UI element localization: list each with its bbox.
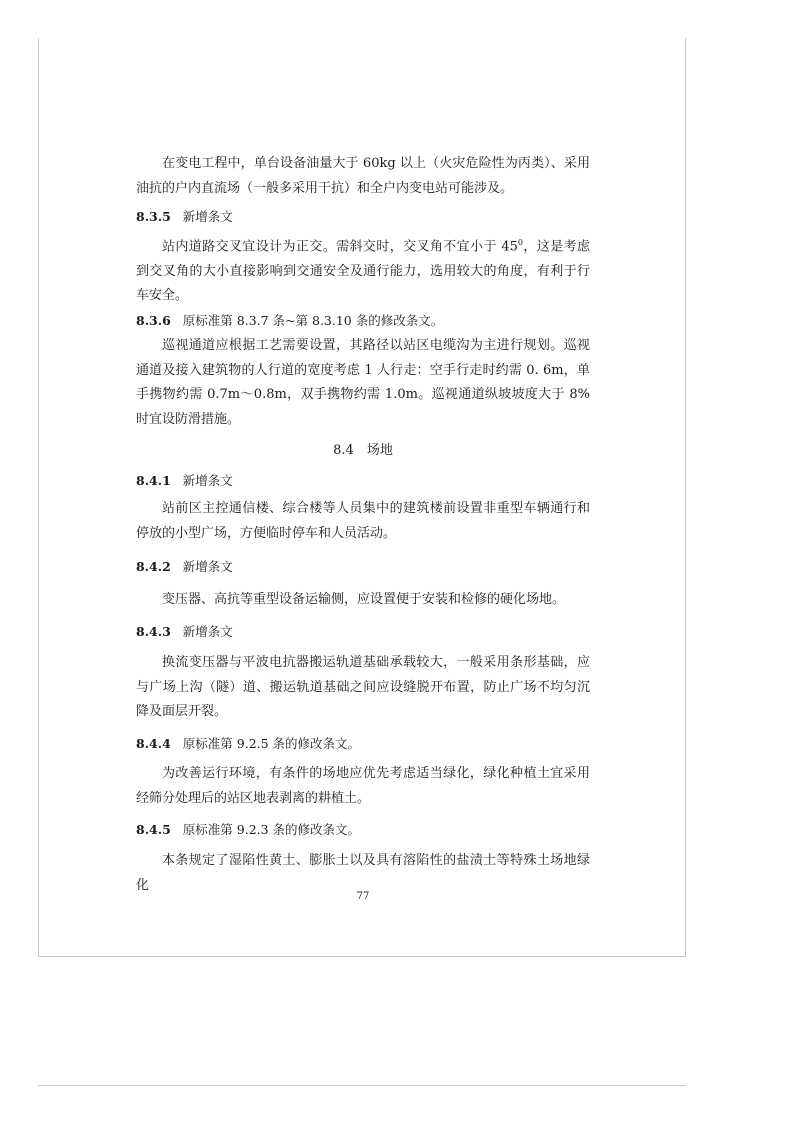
- clause-note: 新增条文: [182, 624, 233, 639]
- clause-number: 8.3.5: [136, 209, 171, 224]
- clause-note: 新增条文: [182, 473, 233, 488]
- paragraph-greening: 为改善运行环境，有条件的场地应优先考虑适当绿化，绿化种植土宜采用经筛分处理后的站区地表剥离的耕植土。: [136, 766, 590, 806]
- clause-note: 原标准第 9.2.3 条的修改条文。: [182, 822, 361, 837]
- clause-8-4-4-heading: [136, 734, 360, 754]
- paragraph-special-soil: 本条规定了湿陷性黄土、膨胀土以及具有溶陷性的盐渍土等特殊土场地绿化: [136, 853, 590, 893]
- clause-note: 新增条文: [182, 559, 233, 574]
- clause-8-3-6-heading: [136, 311, 443, 331]
- clause-8-3-5-heading: [136, 207, 233, 227]
- clause-note: 原标准第 9.2.5 条的修改条文。: [182, 736, 361, 751]
- page-bottom-border: [38, 956, 686, 957]
- road-text-part2: ，这是考虑到交叉角的大小直接影响到交通安全及通行能力，选用较大的角度，有利于行车安全。: [136, 239, 590, 304]
- clause-8-4-2-heading: [136, 557, 233, 577]
- degree-superscript: 0: [517, 238, 524, 247]
- clause-number: 8.4.1: [136, 473, 171, 488]
- clause-note: 原标准第 8.3.7 条~第 8.3.10 条的修改条文。: [182, 313, 444, 328]
- paragraph-oil-volume: 在变电工程中，单台设备油量大于 60kg 以上（火灾危险性为丙类）、采用油抗的户内直流场（一般多采用干抗）和全户内变电站可能涉及。: [136, 156, 590, 196]
- road-text-part1: 站内道路交叉宜设计为正交。需斜交时，交叉角不宜小于 45: [162, 239, 518, 255]
- page-left-border: [38, 38, 39, 956]
- paragraph-inspection-path: 巡视通道应根据工艺需要设置，其路径以站区电缆沟为主进行规划。巡视通道及接入建筑物的人行道的宽度考虑 1 人行走：空手行走时约需 0. 6m，单手携物约需 0.7m～0.8m，双手携物约需 1.0m。巡视通道纵坡坡度大于 8%时宜设防滑措施。: [136, 338, 590, 427]
- clause-number: 8.4.4: [136, 736, 171, 751]
- clause-number: 8.4.2: [136, 559, 171, 574]
- clause-8-4-3-heading: [136, 622, 233, 642]
- clause-number: 8.3.6: [136, 313, 171, 328]
- paragraph-small-plaza: 站前区主控通信楼、综合楼等人员集中的建筑楼前设置非重型车辆通行和停放的小型广场，方便临时停车和人员活动。: [136, 501, 590, 541]
- clause-8-4-5-heading: [136, 820, 360, 840]
- paragraph-road-intersection: [136, 231, 590, 309]
- page-number: 77: [356, 891, 370, 902]
- clause-number: 8.4.3: [136, 624, 171, 639]
- next-page-top-border: [38, 1085, 686, 1086]
- page-right-border: [685, 38, 686, 956]
- clause-number: 8.4.5: [136, 822, 171, 837]
- clause-8-4-1-heading: [136, 471, 233, 491]
- paragraph-track-foundation: 换流变压器与平波电抗器搬运轨道基础承载较大，一般采用条形基础，应与广场上沟（隧）道、搬运轨道基础之间应设缝脱开布置，防止广场不均匀沉降及面层开裂。: [136, 655, 590, 719]
- paragraph-hardened-site: 变压器、高抗等重型设备运输侧，应设置便于安装和检修的硬化场地。: [162, 592, 566, 607]
- clause-note: 新增条文: [182, 209, 233, 224]
- section-title: 8.4 场地: [333, 443, 393, 458]
